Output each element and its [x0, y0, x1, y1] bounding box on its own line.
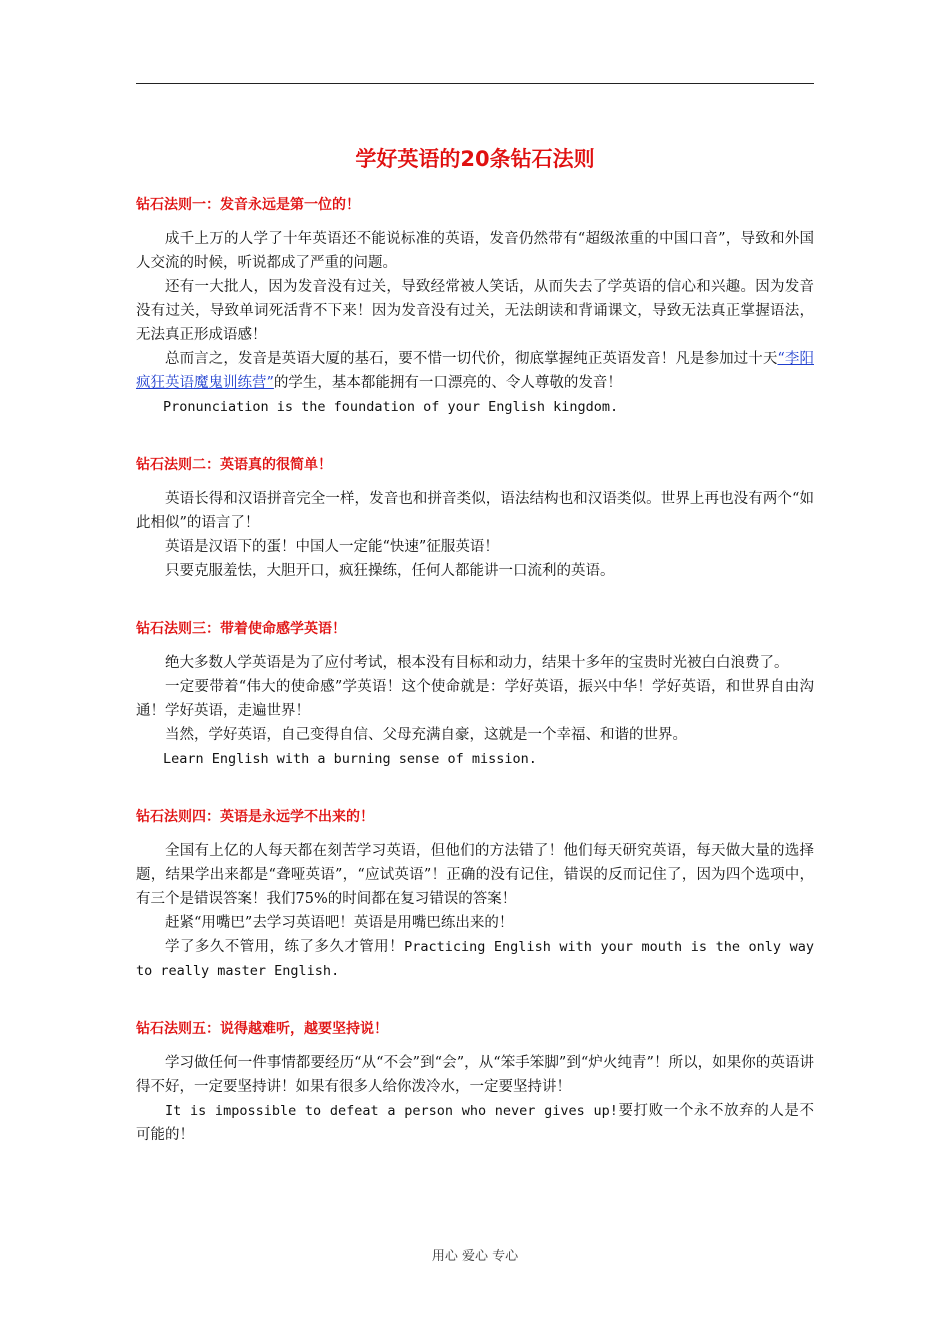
section-rule-3	[136, 617, 814, 771]
paragraph: 全国有上亿的人每天都在刻苦学习英语，但他们的方法错了！他们每天研究英语，每天做大量的选择题，结果学出来都是“聋哑英语”，“应试英语”！正确的没有记住，错误的反而记住了，因为四个选项中，有三个是错误答案！我们75%的时间都在复习错误的答案！	[136, 843, 814, 907]
document-body	[136, 193, 814, 1181]
section-heading: 钻石法则三：带着使命感学英语！	[136, 621, 346, 637]
paragraph: 当然，学好英语，自己变得自信、父母充满自豪，这就是一个幸福、和谐的世界。	[165, 727, 687, 743]
document-title: 学好英语的20条钻石法则	[355, 147, 595, 171]
english-sentence: Practicing English with your mouth is the only way to really master English.	[136, 939, 814, 979]
section-heading: 钻石法则二：英语真的很简单！	[136, 457, 332, 473]
paragraph	[136, 347, 814, 395]
bootcamp-link[interactable]: “李阳疯狂英语魔鬼训练营”	[136, 351, 814, 391]
paragraph-text: 总而言之，发音是英语大厦的基石，要不惜一切代价，彻底掌握纯正英语发音！凡是参加过十天	[165, 351, 778, 367]
paragraph: 赶紧“用嘴巴”去学习英语吧！英语是用嘴巴练出来的！	[165, 915, 514, 931]
paragraph: 英语是汉语下的蛋！中国人一定能“快速”征服英语！	[165, 539, 499, 555]
section-heading: 钻石法则四：英语是永远学不出来的！	[136, 809, 374, 825]
paragraph: 学习做任何一件事情都要经历“从“不会”到“会”，从“笨手笨脚”到“炉火纯青”！所以，如果你的英语讲得不好，一定要坚持讲！如果有很多人给你泼冷水，一定要坚持讲！	[136, 1055, 814, 1095]
section-rule-4	[136, 805, 814, 983]
paragraph-text: 学了多久不管用，练了多久才管用！	[165, 939, 405, 955]
english-sentence: Learn English with a burning sense of mission.	[163, 751, 537, 767]
paragraph	[136, 1099, 814, 1147]
paragraph	[136, 935, 814, 983]
header-rule	[136, 83, 814, 84]
page-footer: 用心 爱心 专心	[431, 1249, 519, 1264]
english-sentence: Pronunciation is the foundation of your English kingdom.	[163, 399, 619, 415]
paragraph: 绝大多数人学英语是为了应付考试，根本没有目标和动力，结果十多年的宝贵时光被白白浪费了。	[165, 655, 789, 671]
section-heading: 钻石法则五：说得越难听，越要坚持说！	[136, 1021, 388, 1037]
section-heading: 钻石法则一：发音永远是第一位的！	[136, 197, 360, 213]
english-sentence: It is impossible to defeat a person who never gives up!	[165, 1103, 618, 1119]
paragraph-text: 要打败一个永不放弃的人是不可能的！	[136, 1103, 815, 1143]
paragraph: 成千上万的人学了十年英语还不能说标准的英语，发音仍然带有“超级浓重的中国口音”，导致和外国人交流的时候，听说都成了严重的问题。	[136, 231, 814, 271]
section-rule-5	[136, 1017, 814, 1147]
section-rule-2	[136, 453, 814, 583]
paragraph-text: 的学生，基本都能拥有一口漂亮的、令人尊敬的发音！	[273, 375, 622, 391]
paragraph: 英语长得和汉语拼音完全一样，发音也和拼音类似，语法结构也和汉语类似。世界上再也没有两个“如此相似”的语言了！	[136, 491, 814, 531]
paragraph: 只要克服羞怯，大胆开口，疯狂操练，任何人都能讲一口流利的英语。	[165, 563, 615, 579]
paragraph: 还有一大批人，因为发音没有过关，导致经常被人笑话，从而失去了学英语的信心和兴趣。因为发音没有过关，导致单词死活背不下来！因为发音没有过关，无法朗读和背诵课文，导致无法真正掌握语法，无法真正形成语感！	[136, 279, 814, 343]
paragraph: 一定要带着“伟大的使命感”学英语！这个使命就是：学好英语，振兴中华！学好英语，和世界自由沟通！学好英语，走遍世界！	[136, 679, 814, 719]
section-rule-1	[136, 193, 814, 419]
